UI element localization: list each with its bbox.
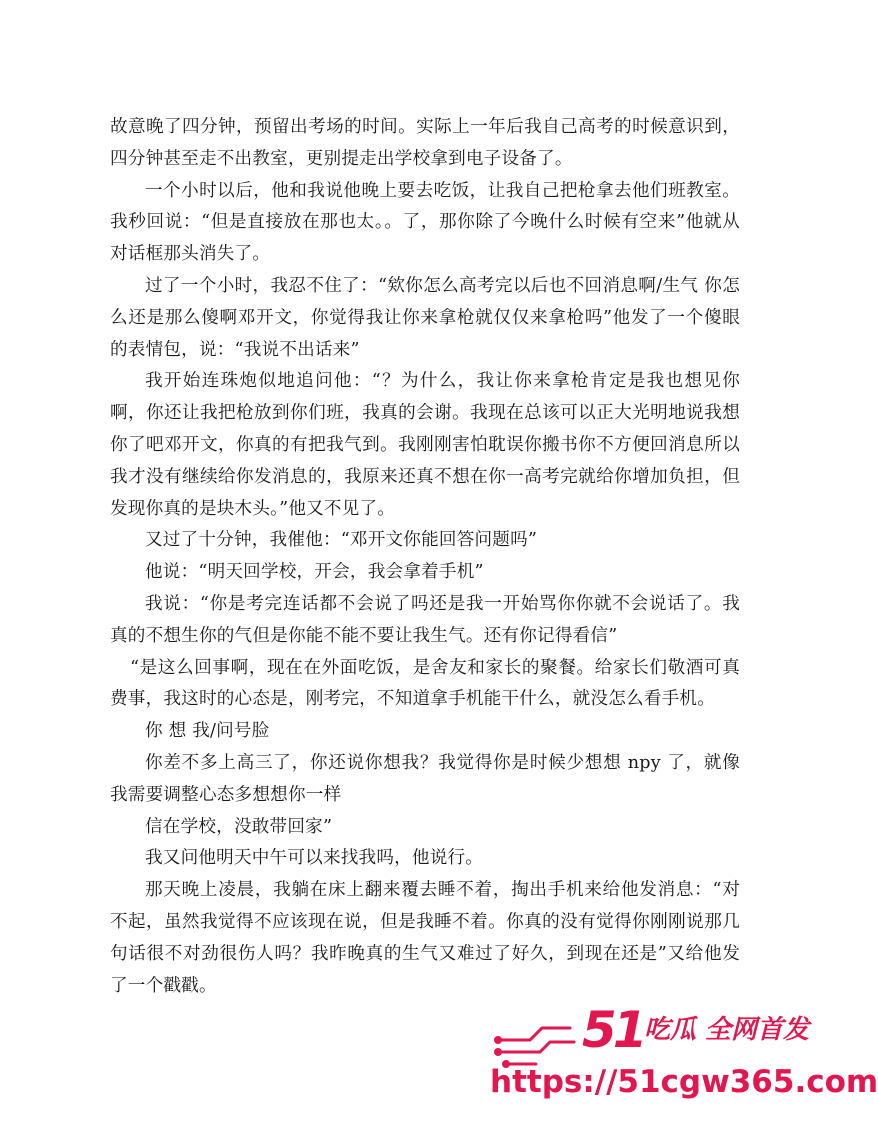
watermark-url: https://51cgw365.com xyxy=(490,1064,878,1100)
watermark-logo xyxy=(582,1000,810,1060)
site-watermark xyxy=(490,980,878,1130)
paragraph: 那天晚上凌晨，我躺在床上翻来覆去睡不着，掏出手机来给他发消息：“对不起，虽然我觉得不应该现在说，但是我睡不着。你真的没有觉得你刚刚说那几句话很不对劲很伤人吗？我昨晚真的生气又难过了好久，到现在还是”又给他发了一个戳戳。 xyxy=(110,880,740,996)
paragraph: 故意晚了四分钟，预留出考场的时间。实际上一年后我自己高考的时候意识到，四分钟甚至走不出教室，更别提走出学校拿到电子设备了。 xyxy=(110,117,740,169)
paragraph: 过了一个小时，我忍不住了：“欸你怎么高考完以后也不回消息啊/生气 你怎么还是那么傻啊邓开文，你觉得我让你来拿枪就仅仅来拿枪吗”他发了一个傻眼的表情包，说：“我说不出话来” xyxy=(110,275,740,360)
paragraph: 你 想 我/问号脸 xyxy=(145,721,270,742)
watermark-logo-text: 吃瓜 全网首发 xyxy=(644,1015,810,1045)
watermark-logo-number: 51 xyxy=(582,1001,644,1059)
paragraph: 你差不多上高三了，你还说你想我？我觉得你是时候少想想 npy 了，就像我需要调整心态多想想你一样 xyxy=(110,752,740,805)
paragraph: 我开始连珠炮似地追问他：“？为什么，我让你来拿枪肯定是我也想见你啊，你还让我把枪放到你们班，我真的会谢。我现在总该可以正大光明地说我想你了吧邓开文，你真的有把我气到。我刚刚害怕耽误你搬书你不方便回消息所以我才没有继续给你发消息的，我原来还真不想在你一高考完就给你增加负担，但发现你真的是块木头。”他又不见了。 xyxy=(110,371,740,519)
paragraph: 他说：“明天回学校，开会，我会拿着手机” xyxy=(145,562,484,583)
paragraph: “是这么回事啊，现在在外面吃饭，是舍友和家长的聚餐。给家长们敬酒可真费事，我这时的心态是，刚考完，不知道拿手机能干什么，就没怎么看手机。 xyxy=(110,657,740,710)
paragraph: 一个小时以后，他和我说他晚上要去吃饭，让我自己把枪拿去他们班教室。我秒回说：“但是直接放在那也太。。了，那你除了今晚什么时候有空来”他就从对话框那头消失了。 xyxy=(110,180,740,265)
paragraph: 我又问他明天中午可以来找我吗，他说行。 xyxy=(145,848,484,869)
document-body xyxy=(110,112,740,1002)
paragraph: 又过了十分钟，我催他：“邓开文你能回答问题吗” xyxy=(145,530,538,551)
paragraph: 信在学校，没敢带回家” xyxy=(145,816,333,837)
paragraph: 我说：“你是考完连话都不会说了吗还是我一开始骂你你就不会说话了。我真的不想生你的气但是你能不能不要让我生气。还有你记得看信” xyxy=(110,593,740,646)
